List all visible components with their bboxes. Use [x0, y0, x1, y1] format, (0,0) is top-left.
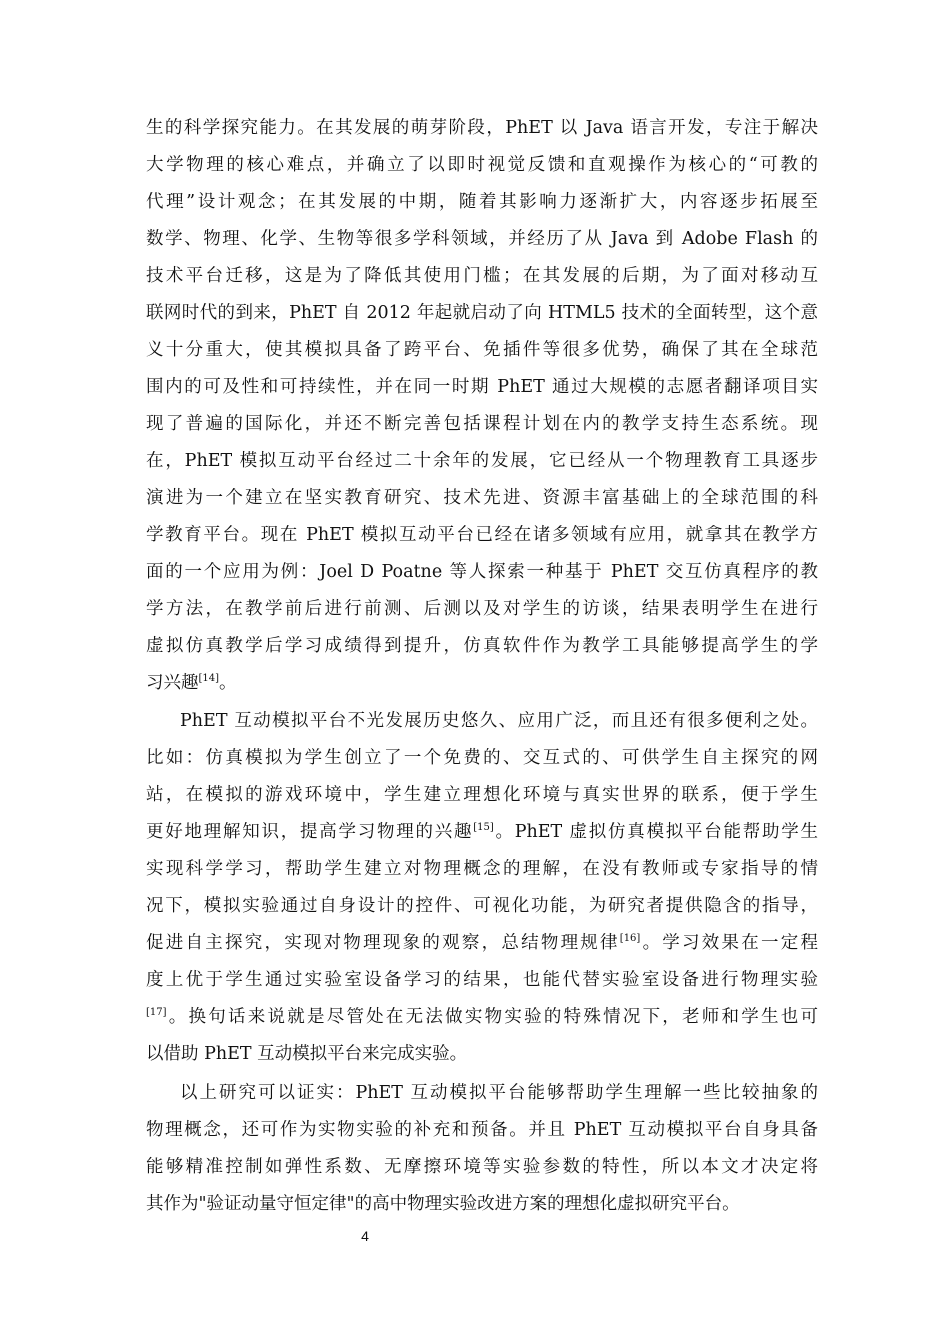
paragraph-1-line-16 — [146, 671, 818, 695]
paragraph-1-last-end: 。 — [219, 673, 237, 693]
paragraph-1-line-2: 大学物理的核心难点，并确立了以即时视觉反馈和直观操作为核心的“可教的 — [146, 155, 818, 175]
paragraph-2-line-7-end: 。学习效果在一定程 — [640, 933, 819, 953]
paragraph-1-line-12: 学教育平台。现在 PhET 模拟互动平台已经在诸多领域有应用，就拿其在教学方 — [146, 525, 818, 545]
paragraph-1-line-4: 数学、物理、化学、生物等很多学科领域，并经历了从 Java 到 Adobe Flash 的 — [146, 229, 818, 249]
paragraph-1-line-13: 面的一个应用为例：Joel D Poatne 等人探索一种基于 PhET 交互仿真程序的教 — [146, 562, 818, 582]
paragraph-1-line-6: 联网时代的到来，PhET 自 2012 年起就启动了向 HTML5 技术的全面转型，这个意 — [146, 303, 818, 323]
paragraph-2-line-7-text: 促进自主探究，实现对物理现象的观察，总结物理规律 — [146, 933, 620, 953]
paragraph-2-line-7 — [146, 931, 818, 955]
paragraph-2-line-1: PhET 互动模拟平台不光发展历史悠久、应用广泛，而且还有很多便利之处。 — [180, 711, 818, 731]
paragraph-1-line-14: 学方法，在教学前后进行前测、后测以及对学生的访谈，结果表明学生在进行 — [146, 599, 818, 619]
paragraph-1-line-15: 虚拟仿真教学后学习成绩得到提升，仿真软件作为教学工具能够提高学生的学 — [146, 636, 818, 656]
citation-15: [15] — [473, 822, 494, 833]
paragraph-1-last-text: 习兴趣 — [146, 673, 199, 693]
paragraph-2-line-10: 以借助 PhET 互动模拟平台来完成实验。 — [146, 1044, 468, 1064]
citation-14: [14] — [198, 673, 220, 684]
paragraph-2-line-9 — [146, 1005, 818, 1029]
citation-17: [17] — [146, 1007, 167, 1018]
paragraph-2-line-4-text: 更好地理解知识，提高学习物理的兴趣 — [146, 822, 474, 842]
paragraph-2-line-2: 比如：仿真模拟为学生创立了一个免费的、交互式的、可供学生自主探究的网 — [146, 748, 818, 768]
paragraph-1-line-5: 技术平台迁移，这是为了降低其使用门槛；在其发展的后期，为了面对移动互 — [146, 266, 818, 286]
paragraph-2-line-4 — [146, 820, 818, 844]
paragraph-1-line-9: 现了普遍的国际化，并还不断完善包括课程计划在内的教学支持生态系统。现 — [146, 414, 818, 434]
paragraph-1-line-11: 演进为一个建立在坚实教育研究、技术先进、资源丰富基础上的全球范围的科 — [146, 488, 818, 508]
paragraph-1-line-8: 围内的可及性和可持续性，并在同一时期 PhET 通过大规模的志愿者翻译项目实 — [146, 377, 818, 397]
paragraph-1-line-7: 义十分重大，使其模拟具备了跨平台、免插件等很多优势，确保了其在全球范 — [146, 340, 818, 360]
paragraph-1-line-10: 在，PhET 模拟互动平台经过二十余年的发展，它已经从一个物理教育工具逐步 — [146, 451, 818, 471]
paragraph-1-line-1: 生的科学探究能力。在其发展的萌芽阶段，PhET 以 Java 语言开发，专注于解决 — [146, 118, 818, 138]
paragraph-2-line-3: 站，在模拟的游戏环境中，学生建立理想化环境与真实世界的联系，便于学生 — [146, 785, 818, 805]
paragraph-2-line-4-end: 。PhET 虚拟仿真模拟平台能帮助学生 — [493, 822, 818, 842]
paragraph-3-line-2: 物理概念，还可作为实物实验的补充和预备。并且 PhET 互动模拟平台自身具备 — [146, 1120, 818, 1140]
paragraph-3-line-1: 以上研究可以证实：PhET 互动模拟平台能够帮助学生理解一些比较抽象的 — [180, 1083, 818, 1103]
page-number: 4 — [361, 1228, 369, 1244]
paragraph-2-line-9-end: 。换句话来说就是尽管处在无法做实物实验的特殊情况下，老师和学生也可 — [166, 1007, 818, 1027]
citation-16: [16] — [619, 933, 641, 944]
paragraph-3-line-3: 能够精准控制如弹性系数、无摩擦环境等实验参数的特性，所以本文才决定将 — [146, 1157, 818, 1177]
paragraph-2-line-6: 况下，模拟实验通过自身设计的控件、可视化功能，为研究者提供隐含的指导， — [146, 896, 818, 916]
paragraph-3-line-4: 其作为"验证动量守恒定律"的高中物理实验改进方案的理想化虚拟研究平台。 — [146, 1194, 740, 1214]
paragraph-2-line-8: 度上优于学生通过实验室设备学习的结果，也能代替实验室设备进行物理实验 — [146, 970, 818, 990]
paragraph-1-line-3: 代理”设计观念；在其发展的中期，随着其影响力逐渐扩大，内容逐步拓展至 — [146, 192, 818, 212]
paragraph-2-line-5: 实现科学学习，帮助学生建立对物理概念的理解，在没有教师或专家指导的情 — [146, 859, 818, 879]
